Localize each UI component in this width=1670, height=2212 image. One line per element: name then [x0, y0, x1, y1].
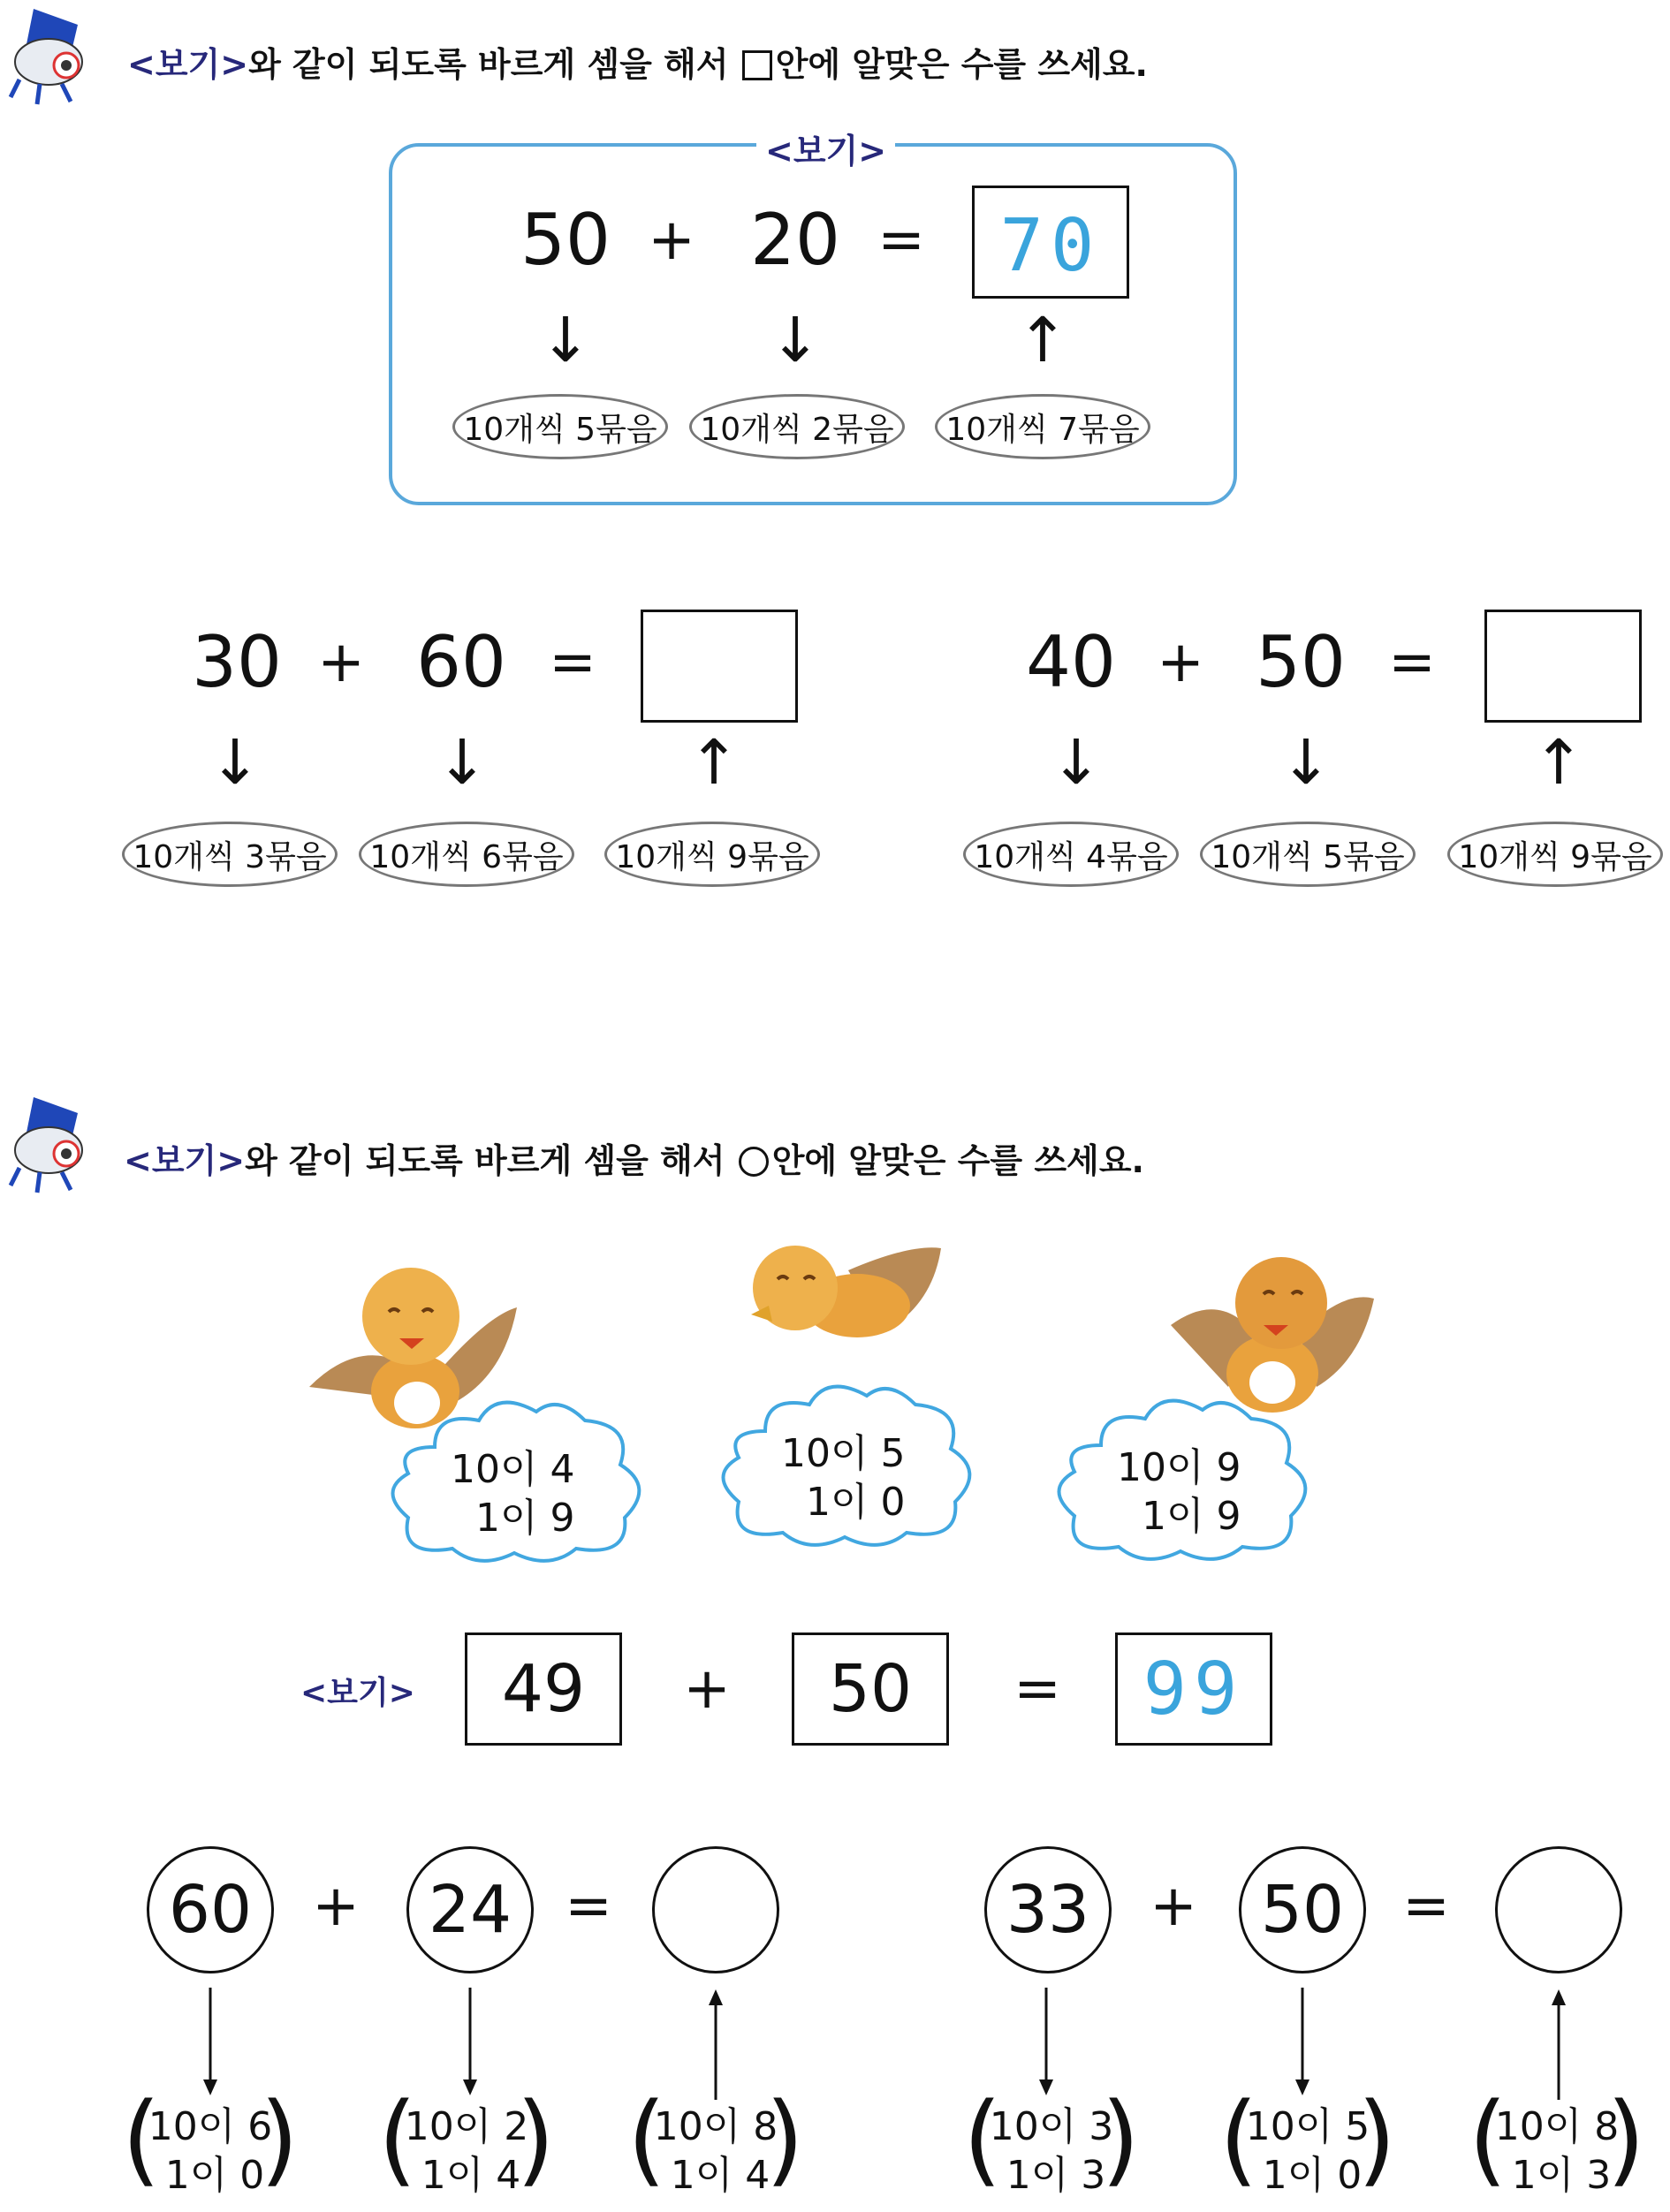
down-arrow-icon [459, 1988, 481, 2098]
right-paren-icon: ) [1357, 2082, 1396, 2197]
left-paren-icon: ( [1469, 2082, 1507, 2197]
p3-group-sum: ( 10이 8 1이 4 ) [627, 2082, 804, 2198]
down-arrow-icon: ↓ [209, 726, 262, 799]
p4-group-a: ( 10이 3 1이 3 ) [963, 2082, 1140, 2198]
p3-addend-a: 60 [147, 1846, 274, 1973]
plus-sign: + [648, 208, 695, 273]
down-arrow-icon: ↓ [1050, 726, 1103, 799]
equals-sign: = [565, 1874, 612, 1939]
cloud-3-text: 10이 9 1이 9 [1117, 1445, 1241, 1539]
example-oval-sum: 10개씩 7묶음 [935, 394, 1150, 459]
up-arrow-icon [1548, 1989, 1569, 2100]
p2-oval-a: 10개씩 4묶음 [963, 822, 1179, 887]
equals-sign: = [1013, 1656, 1061, 1722]
down-arrow-icon: ↓ [539, 304, 592, 376]
down-arrow-icon [1036, 1988, 1057, 2098]
left-paren-icon: ( [122, 2082, 161, 2197]
p3-addend-b: 24 [406, 1846, 534, 1973]
p2-addend-a: 40 [1026, 621, 1116, 703]
left-paren-icon: ( [378, 2082, 417, 2197]
robot-mascot-icon [0, 0, 97, 106]
circle-icon [739, 1147, 769, 1177]
example2-answer: 99 [1142, 1647, 1245, 1731]
example-addend-a: 50 [520, 199, 611, 281]
example2-addend-a: 49 [465, 1632, 622, 1746]
p1-answer-box[interactable] [641, 610, 798, 723]
instruction-tag: <보기> [124, 1141, 246, 1180]
p1-oval-sum: 10개씩 9묶음 [604, 822, 820, 887]
p1-oval-a: 10개씩 3묶음 [122, 822, 338, 887]
p1-oval-b: 10개씩 6묶음 [359, 822, 574, 887]
example-label: <보기> [756, 124, 895, 172]
equals-sign: = [1402, 1874, 1450, 1939]
p1-addend-b: 60 [416, 621, 506, 703]
plus-sign: + [683, 1656, 731, 1722]
example2-label: <보기> [300, 1675, 415, 1711]
left-paren-icon: ( [963, 2082, 1002, 2197]
example-oval-b: 10개씩 2묶음 [689, 394, 905, 459]
example-oval-a: 10개씩 5묶음 [452, 394, 668, 459]
down-arrow-icon [200, 1988, 221, 2098]
cloud-1-text: 10이 4 1이 9 [451, 1447, 575, 1541]
p4-addend-a: 33 [984, 1846, 1112, 1973]
up-arrow-icon [705, 1989, 726, 2100]
plus-sign: + [1157, 630, 1204, 695]
equals-sign: = [1388, 630, 1436, 695]
example-addend-b: 20 [750, 199, 840, 281]
down-arrow-icon [1292, 1988, 1313, 2098]
up-arrow-icon: ↑ [687, 726, 740, 799]
p4-answer-circle[interactable] [1495, 1846, 1622, 1973]
p4-addend-b: 50 [1239, 1846, 1366, 1973]
left-paren-icon: ( [1219, 2082, 1258, 2197]
left-paren-icon: ( [627, 2082, 666, 2197]
equals-sign: = [877, 208, 925, 273]
p2-addend-b: 50 [1256, 621, 1346, 703]
down-arrow-icon: ↓ [1279, 726, 1332, 799]
up-arrow-icon: ↑ [1532, 726, 1585, 799]
plus-sign: + [317, 630, 365, 695]
right-paren-icon: ) [260, 2082, 299, 2197]
bird-illustration-icon [733, 1235, 945, 1359]
down-arrow-icon: ↓ [769, 304, 822, 376]
p3-answer-circle[interactable] [652, 1846, 779, 1973]
up-arrow-icon: ↑ [1016, 304, 1069, 376]
instruction-tag: <보기> [127, 45, 249, 84]
example-answer: 70 [999, 204, 1102, 288]
p2-answer-box[interactable] [1484, 610, 1642, 723]
section2-instruction: <보기>와 같이 되도록 바르게 셈을 해서 안에 알맞은 수를 쓰세요. [124, 1141, 1144, 1180]
p1-addend-a: 30 [192, 621, 282, 703]
cloud-2-text: 10이 5 1이 0 [781, 1431, 906, 1525]
plus-sign: + [312, 1874, 360, 1939]
right-paren-icon: ) [516, 2082, 555, 2197]
right-paren-icon: ) [1606, 2082, 1645, 2197]
equals-sign: = [549, 630, 596, 695]
p3-group-b: ( 10이 2 1이 4 ) [378, 2082, 555, 2198]
p4-group-b: ( 10이 5 1이 0 ) [1219, 2082, 1396, 2198]
down-arrow-icon: ↓ [436, 726, 489, 799]
plus-sign: + [1150, 1874, 1197, 1939]
right-paren-icon: ) [765, 2082, 804, 2197]
robot-mascot-icon [0, 1088, 97, 1194]
right-paren-icon: ) [1101, 2082, 1140, 2197]
example2-answer-box [1115, 1632, 1272, 1746]
square-icon [742, 50, 772, 80]
p3-group-a: ( 10이 6 1이 0 ) [122, 2082, 299, 2198]
p2-oval-b: 10개씩 5묶음 [1200, 822, 1416, 887]
example-answer-box [972, 186, 1129, 299]
p4-group-sum: ( 10이 8 1이 3 ) [1469, 2082, 1645, 2198]
example2-addend-b: 50 [792, 1632, 949, 1746]
section1-instruction: <보기>와 같이 되도록 바르게 셈을 해서 안에 알맞은 수를 쓰세요. [127, 45, 1148, 84]
p2-oval-sum: 10개씩 9묶음 [1447, 822, 1663, 887]
